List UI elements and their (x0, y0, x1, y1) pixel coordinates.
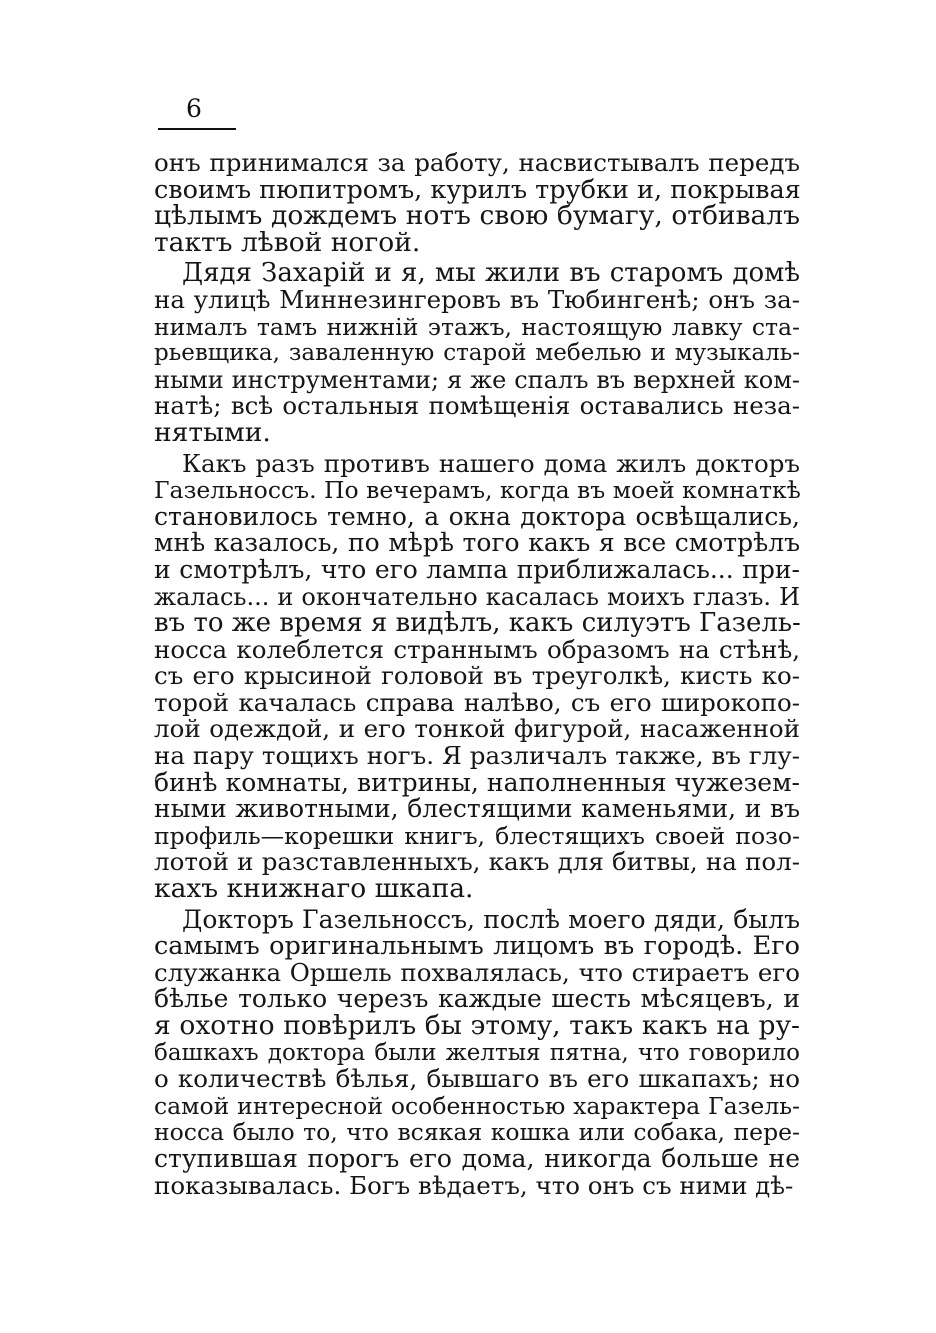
text-line: Докторъ Газельноссъ, послѣ моего дяди, былъ (182, 904, 800, 934)
text-line: мнѣ казалось, по мѣрѣ того какъ я все смотрѣлъ (154, 528, 800, 558)
text-line: ступившая порогъ его дома, никогда больше не (154, 1143, 800, 1173)
text-line: Дядя Захарій и я, мы жили въ старомъ домѣ (182, 258, 800, 289)
text-line: лотой и разставленныхъ, какъ для битвы, на пол- (154, 847, 800, 877)
page-number: 6 (186, 94, 202, 123)
text-line: служанка Оршель похвалялась, что стираетъ его (154, 957, 800, 987)
text-line: самымъ оригинальнымъ лицомъ въ городѣ. Его (154, 931, 800, 962)
text-line: рьевщика, заваленную старой мебелью и музыкаль- (154, 340, 800, 367)
text-line: нималъ тамъ нижній этажъ, настоящую лавку ста- (154, 312, 800, 341)
text-line: на пару тощихъ ногъ. Я различалъ также, въ глу- (154, 741, 800, 771)
paragraph (154, 260, 800, 446)
text-line: носса было то, что всякая кошка или собака, пере- (154, 1118, 800, 1147)
text-line: лой одеждой, и его тонкой фигурой, насаженной (154, 714, 800, 744)
text-line: тактъ лѣвой ногой. (154, 226, 421, 258)
text-line: о количествѣ бѣлья, бывшаго въ его шкапахъ; но (154, 1064, 800, 1094)
text-line: своимъ пюпитромъ, курилъ трубки и, покрывая (154, 174, 801, 205)
text-line: въ то же время я видѣлъ, какъ силуэтъ Газель- (154, 608, 801, 639)
text-line: носса колеблется страннымъ образомъ на стѣнѣ, (154, 634, 800, 664)
text-line: цѣлымъ дождемъ нотъ свою бумагу, отбивалъ (154, 200, 800, 232)
text-line: онъ принимался за работу, насвистывалъ передъ (154, 148, 800, 177)
text-line: и смотрѣлъ, что его лампа приближалась... при- (154, 554, 800, 584)
text-line: показывалась. Богъ вѣдаетъ, что онъ съ ними дѣ- (154, 1170, 794, 1200)
text-line: съ его крысиной головой въ треуголкѣ, кисть ко- (154, 661, 800, 691)
text-line: самой интересной особенностью характера Газель- (154, 1091, 800, 1120)
text-line: я охотно повѣрилъ бы этому, такъ какъ на ру- (154, 1010, 800, 1041)
paragraph (154, 448, 801, 905)
text-line: профиль—корешки книгъ, блестящихъ своей позо- (154, 821, 800, 850)
text-line: башкахъ доктора были желтыя пятна, что говорило (154, 1039, 800, 1066)
text-line: натѣ; всѣ остальныя помѣщенія оставались неза- (154, 391, 800, 421)
paragraph (154, 904, 800, 1200)
text-line: кахъ книжнаго шкапа. (154, 873, 474, 905)
text-line: нятыми. (154, 416, 271, 448)
text-line: на улицѣ Миннезингеровъ въ Тюбингенѣ; онъ за- (154, 284, 800, 314)
paragraph (154, 150, 800, 256)
text-line: Какъ разъ противъ нашего дома жилъ докторъ (182, 448, 800, 478)
page-number-rule (158, 128, 236, 130)
text-line: Газельноссъ. По вечерамъ, когда въ моей комнаткѣ (154, 476, 801, 505)
text-line: бинѣ комнаты, витрины, наполненныя чужезем- (154, 767, 800, 797)
body-text (154, 150, 800, 1203)
text-line: торой качалась справа налѣво, съ его широкопо- (154, 687, 800, 717)
text-line: ными инструментами; я же спалъ въ верхней ком- (154, 365, 800, 394)
text-line: ными животными, блестящими каменьями, и въ (154, 794, 800, 824)
text-line: становилось темно, а окна доктора освѣщались, (154, 501, 800, 531)
text-line: жалась... и окончательно касалась моихъ глазъ. И (154, 582, 800, 611)
text-line: бѣлье только черезъ каждые шесть мѣсяцевъ, и (154, 984, 800, 1014)
